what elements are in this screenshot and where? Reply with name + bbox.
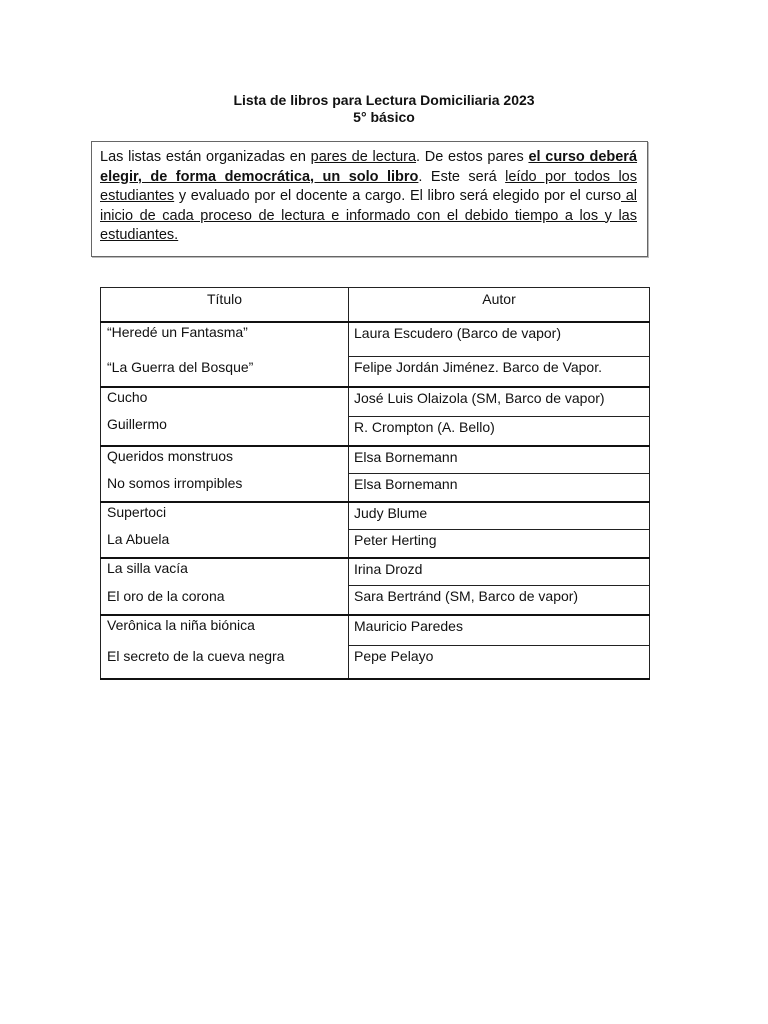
book-title: El oro de la corona xyxy=(107,587,225,604)
book-title: El secreto de la cueva negra xyxy=(107,647,285,664)
title-cell xyxy=(101,558,349,615)
intro-underline-3: al inicio de cada proceso de lectura e informado con el debido tiempo a los y las estudiantes. xyxy=(100,188,637,243)
author-cell: Mauricio Paredes xyxy=(349,615,650,646)
author-cell: Laura Escudero (Barco de vapor) xyxy=(349,322,650,357)
book-title: Supertoci xyxy=(107,503,167,520)
book-title: “La Guerra del Bosque” xyxy=(107,358,254,375)
book-title: Cucho xyxy=(107,388,148,405)
instructions-box xyxy=(91,141,648,257)
title-cell xyxy=(101,446,349,502)
book-title: La silla vacía xyxy=(107,559,188,576)
book-list-table xyxy=(100,287,650,680)
book-title: “Heredé un Fantasma” xyxy=(107,323,248,340)
title-cell xyxy=(101,322,349,387)
header-titulo: Título xyxy=(101,288,349,322)
title-cell xyxy=(101,502,349,558)
header-autor: Autor xyxy=(349,288,650,322)
table-row xyxy=(101,502,650,530)
author-cell: Felipe Jordán Jiménez. Barco de Vapor. xyxy=(349,356,650,387)
author-cell: Irina Drozd xyxy=(349,558,650,586)
author-cell: Elsa Bornemann xyxy=(349,473,650,502)
author-cell: Elsa Bornemann xyxy=(349,446,650,474)
title-cell xyxy=(101,615,349,679)
intro-text-4: y evaluado por el docente a cargo. El libro será elegido por el curso xyxy=(174,188,622,204)
intro-underline-1: pares de lectura xyxy=(310,149,417,165)
table-row xyxy=(101,322,650,357)
author-cell: Pepe Pelayo xyxy=(349,645,650,679)
table-header-row xyxy=(101,288,650,322)
table-row xyxy=(101,446,650,474)
author-cell: Sara Bertránd (SM, Barco de vapor) xyxy=(349,585,650,615)
table-row xyxy=(101,387,650,417)
title-cell xyxy=(101,387,349,446)
document-title xyxy=(0,92,768,126)
intro-bold-underline: el curso deberá elegir, de forma democrática, un solo libro xyxy=(100,149,638,185)
author-cell: R. Crompton (A. Bello) xyxy=(349,416,650,446)
book-title: Guillermo xyxy=(107,415,167,432)
book-title: Verônica la niña biónica xyxy=(107,616,255,633)
table-row xyxy=(101,615,650,646)
intro-text-2: . De estos pares xyxy=(416,149,529,165)
table-row xyxy=(101,558,650,586)
intro-underline-2: leído por todos los estudiantes xyxy=(100,168,637,204)
intro-text-1: Las listas están organizadas en xyxy=(100,149,311,165)
author-cell: José Luis Olaizola (SM, Barco de vapor) xyxy=(349,387,650,417)
author-cell: Judy Blume xyxy=(349,502,650,530)
book-title: No somos irrompibles xyxy=(107,474,243,491)
subtitle-line: 5° básico xyxy=(353,109,415,125)
book-title: La Abuela xyxy=(107,530,170,547)
title-line: Lista de libros para Lectura Domiciliaria 2023 xyxy=(233,92,535,108)
author-cell: Peter Herting xyxy=(349,529,650,558)
intro-text-3: . Este será xyxy=(418,168,506,185)
book-title: Queridos monstruos xyxy=(107,447,234,464)
